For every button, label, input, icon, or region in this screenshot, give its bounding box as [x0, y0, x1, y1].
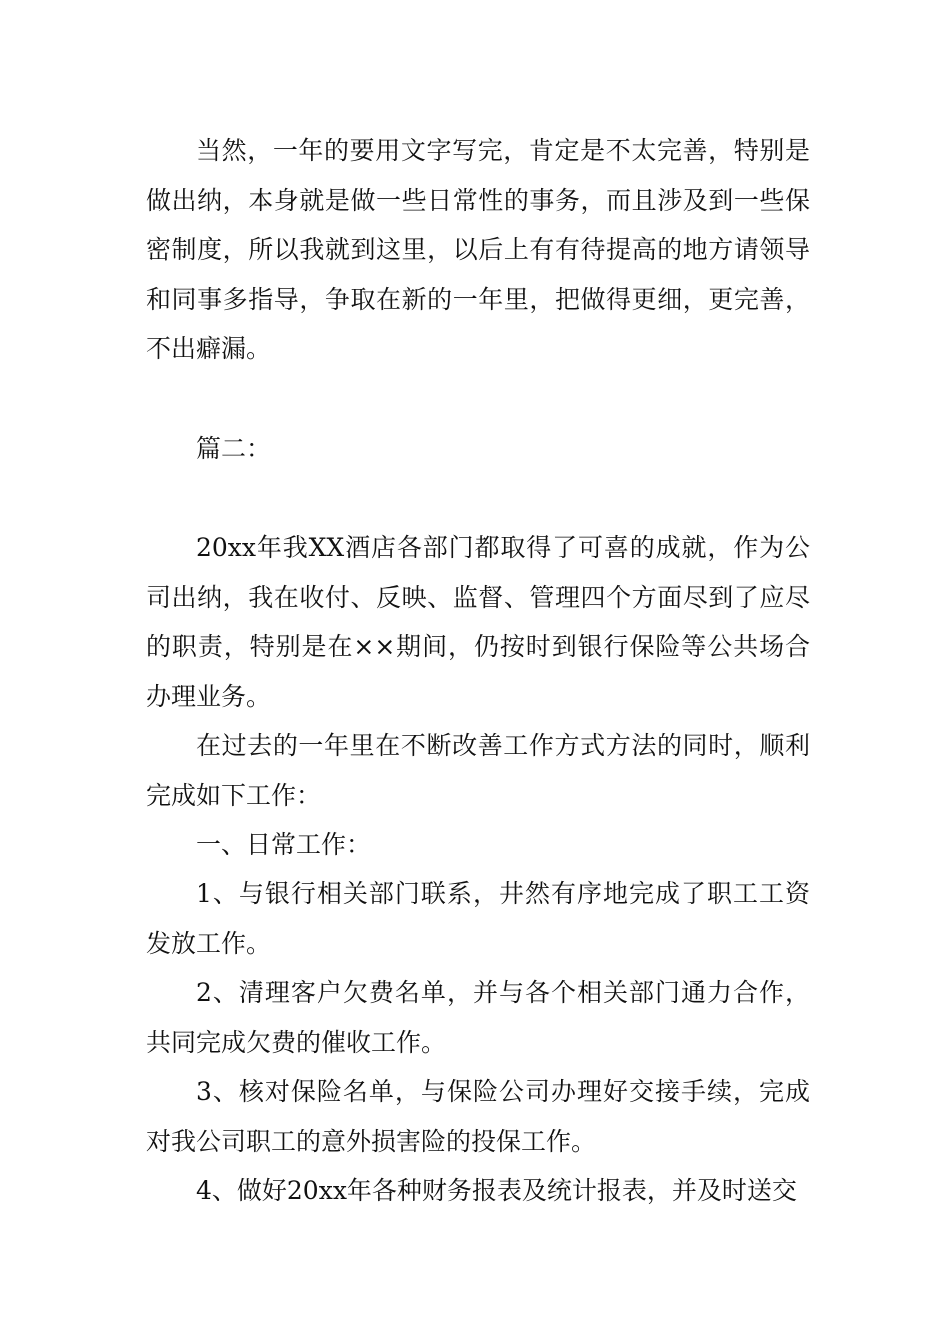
paragraph-work-intro: 在过去的一年里在不断改善工作方式方法的同时，顺利完成如下工作： [146, 731, 810, 810]
list-item-2: 2、清理客户欠费名单，并与各个相关部门通力合作，共同完成欠费的催收工作。 [146, 978, 810, 1057]
paragraph-annual-summary: 20xx年我XX酒店各部门都取得了可喜的成就，作为公司出纳，我在收付、反映、监督、管理四个方面尽到了应尽的职责，特别是在××期间，仍按时到银行保险等公共场合办理业务。 [146, 533, 810, 711]
list-item-3: 3、核对保险名单，与保险公司办理好交接手续，完成对我公司职工的意外损害险的投保工作。 [146, 1077, 810, 1156]
list-heading-daily-work: 一、日常工作： [196, 830, 372, 859]
list-item-1: 1、与银行相关部门联系，井然有序地完成了职工工资发放工作。 [146, 879, 810, 958]
section-heading-part-two: 篇二： [196, 434, 272, 463]
list-item-4: 4、做好20xx年各种财务报表及统计报表，并及时送交 [196, 1176, 797, 1205]
paragraph-closing-remarks: 当然，一年的要用文字写完，肯定是不太完善，特别是做出纳，本身就是做一些日常性的事务，而且涉及到一些保密制度，所以我就到这里，以后上有有待提高的地方请领导和同事多指导，争取在新的一年里，把做得更细，更完善，不出癖漏。 [146, 136, 810, 363]
